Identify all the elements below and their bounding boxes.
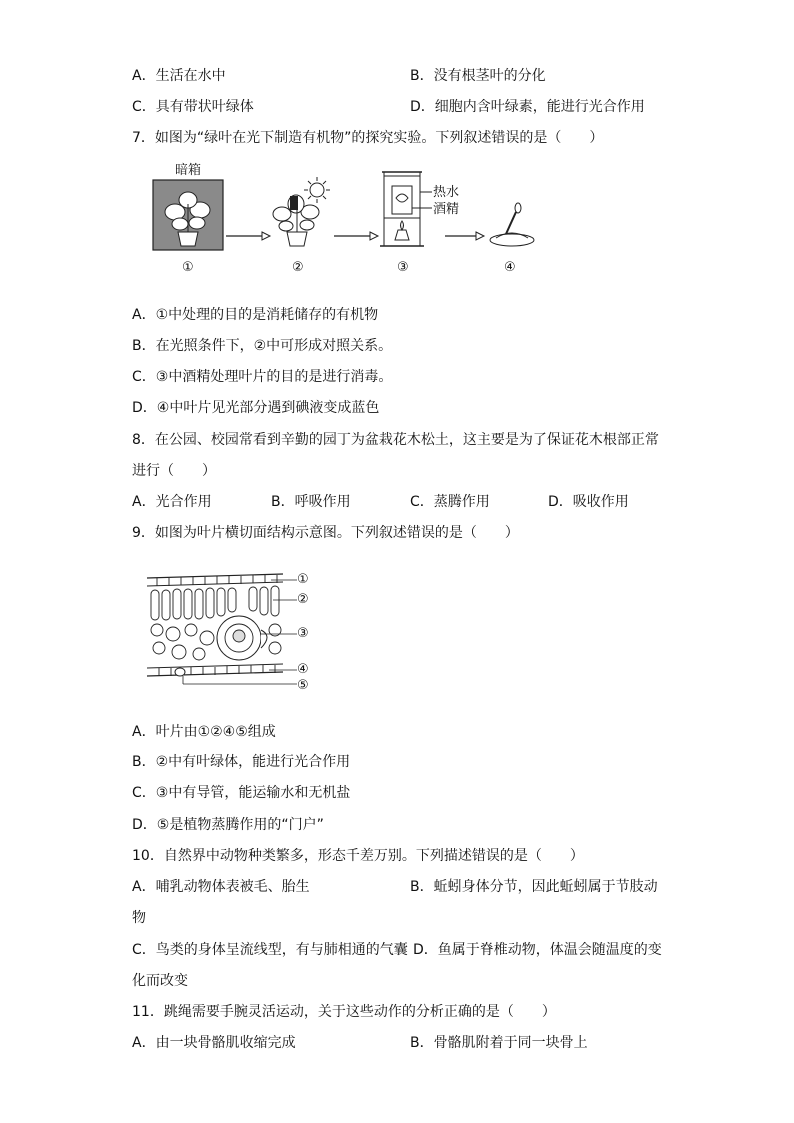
dark-box-label: 暗箱 xyxy=(175,163,202,178)
q9-leaf-cross-section-figure xyxy=(143,568,323,698)
alcohol-label: 酒精 xyxy=(433,202,460,217)
step-label-1: ① xyxy=(182,260,194,275)
q11-stem: 11．跳绳需要手腕灵活运动，关于这些动作的分析正确的是（ ） xyxy=(132,1004,556,1020)
leaf-cross-section-drawing xyxy=(143,568,323,698)
q9-option-d: D．⑤是植物蒸腾作用的“门户” xyxy=(132,817,324,833)
q10-option-d-wrap: 化而改变 xyxy=(132,973,188,989)
q11-option-a: A．由一块骨骼肌收缩完成 xyxy=(132,1035,296,1051)
leaf-label-5: ⑤ xyxy=(297,678,309,693)
q8-option-b: B．呼吸作用 xyxy=(271,494,351,510)
leaf-label-1: ① xyxy=(297,572,309,587)
q10-option-a: A．哺乳动物体表被毛、胎生 xyxy=(132,879,310,895)
step-label-3: ③ xyxy=(397,260,409,275)
q10-option-d: D．鱼属于脊椎动物，体温会随温度的变 xyxy=(413,942,662,958)
q6-option-c: C．具有带状叶绿体 xyxy=(132,99,254,115)
q10-stem: 10．自然界中动物种类繁多，形态千差万别。下列描述错误的是（ ） xyxy=(132,848,584,864)
hot-water-label: 热水 xyxy=(433,185,460,200)
q6-option-b: B．没有根茎叶的分化 xyxy=(410,68,546,84)
q7-option-a: A．①中处理的目的是消耗储存的有机物 xyxy=(132,307,379,323)
q9-option-b: B．②中有叶绿体，能进行光合作用 xyxy=(132,754,351,770)
q10-option-b: B．蚯蚓身体分节，因此蚯蚓属于节肢动 xyxy=(410,879,658,895)
q9-option-c: C．③中有导管，能运输水和无机盐 xyxy=(132,785,351,801)
q8-stem-line-1: 8．在公园、校园常看到辛勤的园丁为盆栽花木松土，这主要是为了保证花木根部正常 xyxy=(132,432,659,448)
q7-option-b: B．在光照条件下，②中可形成对照关系。 xyxy=(132,338,393,354)
q7-option-c: C．③中酒精处理叶片的目的是进行消毒。 xyxy=(132,369,393,385)
q6-option-a: A．生活在水中 xyxy=(132,68,226,84)
q10-option-c: C．鸟类的身体呈流线型，有与肺相通的气囊 xyxy=(132,942,408,958)
q9-option-a: A．叶片由①②④⑤组成 xyxy=(132,724,276,740)
q8-option-c: C．蒸腾作用 xyxy=(410,494,490,510)
experiment-steps-drawing xyxy=(150,160,540,282)
q8-stem-line-2: 进行（ ） xyxy=(132,463,216,479)
leaf-label-3: ③ xyxy=(297,626,309,641)
leaf-label-2: ② xyxy=(297,592,309,607)
q11-option-b: B．骨骼肌附着于同一块骨上 xyxy=(410,1035,588,1051)
sun-icon xyxy=(304,177,330,203)
q7-stem: 7．如图为“绿叶在光下制造有机物”的探究实验。下列叙述错误的是（ ） xyxy=(132,130,604,146)
q8-option-d: D．吸收作用 xyxy=(548,494,629,510)
leaf-label-4: ④ xyxy=(297,662,309,677)
q7-option-d: D．④中叶片见光部分遇到碘液变成蓝色 xyxy=(132,400,380,416)
q10-option-b-wrap: 物 xyxy=(132,910,146,926)
step-label-4: ④ xyxy=(504,260,516,275)
q8-option-a: A．光合作用 xyxy=(132,494,212,510)
step-label-2: ② xyxy=(292,260,304,275)
q6-option-d: D．细胞内含叶绿素，能进行光合作用 xyxy=(410,99,645,115)
q9-stem: 9．如图为叶片横切面结构示意图。下列叙述错误的是（ ） xyxy=(132,525,519,541)
q7-experiment-figure xyxy=(150,160,540,282)
